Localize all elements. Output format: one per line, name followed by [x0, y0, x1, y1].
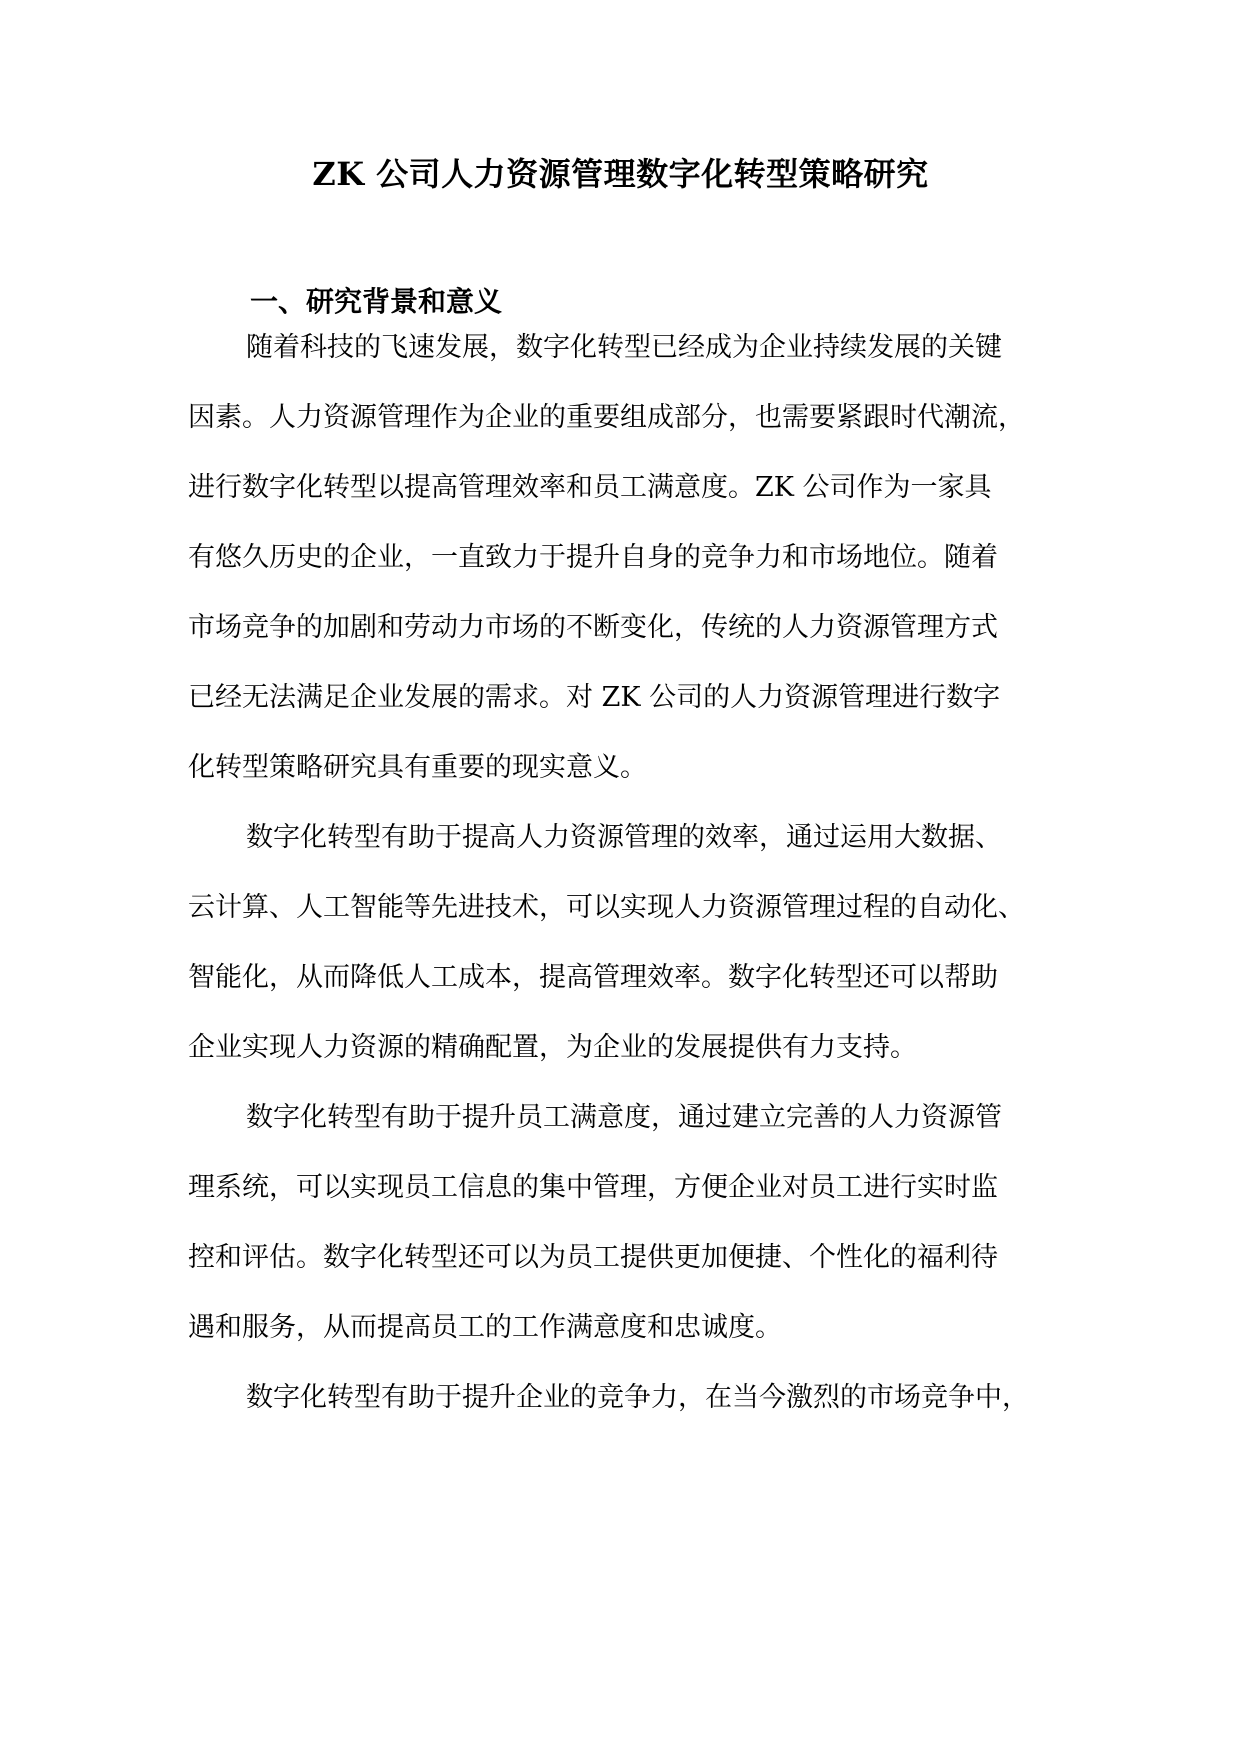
document-title: ZK 公司人力资源管理数字化转型策略研究: [312, 155, 929, 193]
paragraph-line: 化转型策略研究具有重要的现实意义。: [188, 752, 647, 783]
paragraph-line: 企业实现人力资源的精确配置，为企业的发展提供有力支持。: [188, 1032, 917, 1063]
paragraph-line: 理系统，可以实现员工信息的集中管理，方便企业对员工进行实时监: [188, 1172, 998, 1203]
paragraph-line: 数字化转型有助于提高人力资源管理的效率，通过运用大数据、: [246, 822, 1002, 853]
paragraph-line: 有悠久历史的企业，一直致力于提升自身的竞争力和市场地位。随着: [188, 542, 998, 573]
paragraph-line: 已经无法满足企业发展的需求。对 ZK 公司的人力资源管理进行数字: [188, 682, 1001, 713]
section-heading: 一、研究背景和意义: [250, 285, 503, 318]
paragraph-line: 因素。人力资源管理作为企业的重要组成部分，也需要紧跟时代潮流，: [188, 402, 1025, 433]
paragraph-line: 控和评估。数字化转型还可以为员工提供更加便捷、个性化的福利待: [188, 1242, 998, 1273]
paragraph-line: 数字化转型有助于提升企业的竞争力，在当今激烈的市场竞争中，: [246, 1382, 1029, 1413]
paragraph-line: 遇和服务，从而提高员工的工作满意度和忠诚度。: [188, 1312, 782, 1343]
paragraph-line: 市场竞争的加剧和劳动力市场的不断变化，传统的人力资源管理方式: [188, 612, 998, 643]
paragraph-line: 随着科技的飞速发展，数字化转型已经成为企业持续发展的关键: [246, 332, 1002, 363]
paragraph-line: 数字化转型有助于提升员工满意度，通过建立完善的人力资源管: [246, 1102, 1002, 1133]
paragraph-line: 进行数字化转型以提高管理效率和员工满意度。ZK 公司作为一家具: [188, 472, 992, 503]
paragraph-line: 智能化，从而降低人工成本，提高管理效率。数字化转型还可以帮助: [188, 962, 998, 993]
paragraph-line: 云计算、人工智能等先进技术，可以实现人力资源管理过程的自动化、: [188, 892, 1025, 923]
